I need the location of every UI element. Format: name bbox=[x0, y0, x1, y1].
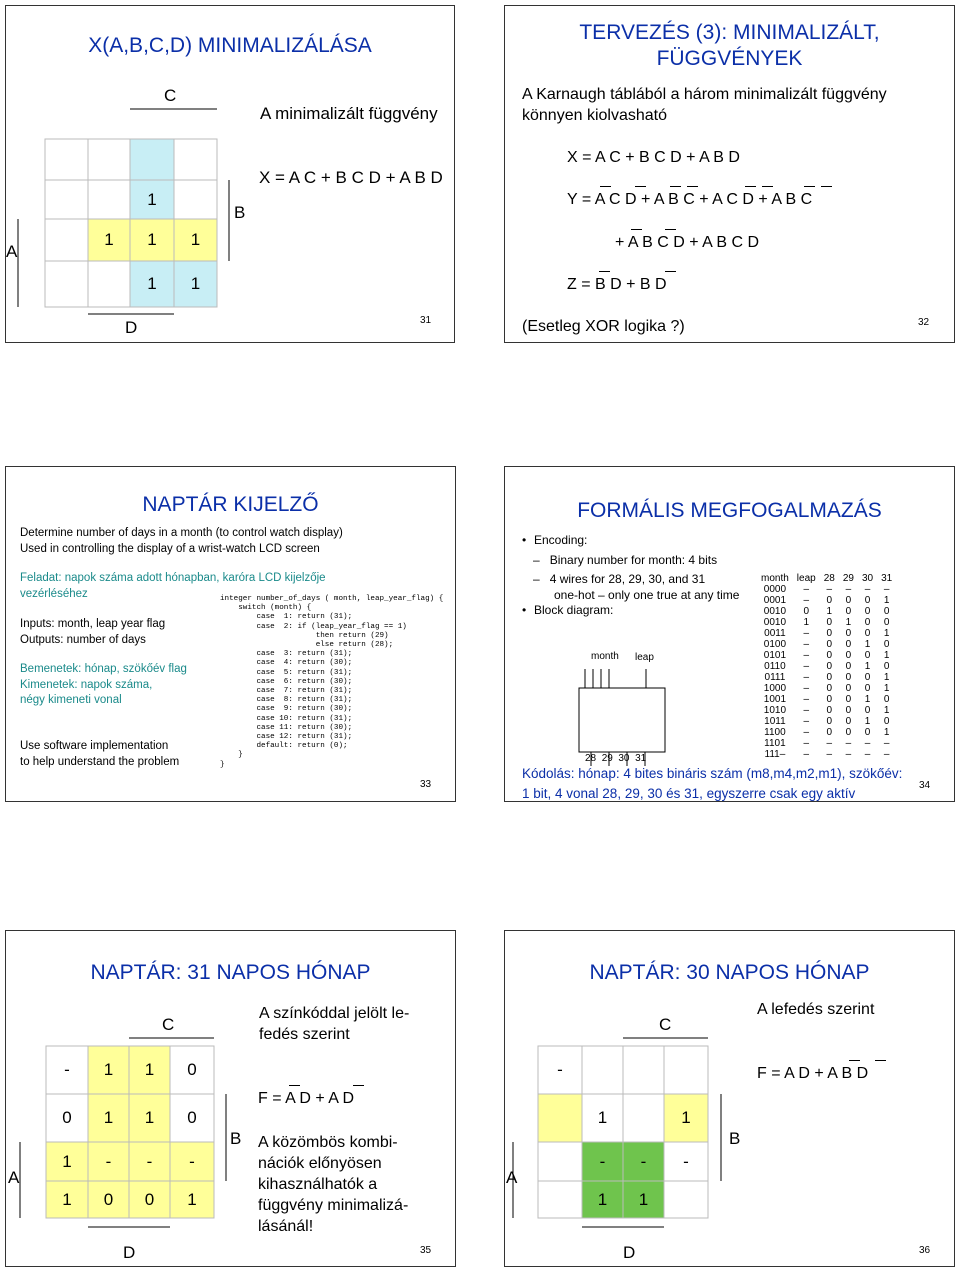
y-term: A B C bbox=[653, 191, 695, 208]
table-cell: – bbox=[845, 584, 852, 595]
table-cell: 1 bbox=[883, 727, 890, 738]
intro-line: könnyen kiolvasható bbox=[522, 107, 667, 124]
table-cell: 0 bbox=[864, 683, 871, 694]
y-prefix: Y = bbox=[567, 191, 595, 208]
hu-out-line: Kimenetek: napok száma, bbox=[20, 678, 153, 691]
table-cell: 1011 bbox=[764, 716, 786, 727]
overbar bbox=[289, 1085, 300, 1086]
kmap-cell bbox=[582, 1046, 623, 1094]
label-c: C bbox=[164, 86, 177, 105]
table-cell: 0 bbox=[883, 661, 890, 672]
table-row bbox=[757, 650, 896, 661]
kmap-cell bbox=[623, 1094, 664, 1142]
encoding-table bbox=[757, 573, 896, 760]
table-cell: 0 bbox=[826, 650, 833, 661]
slide-32 bbox=[504, 5, 955, 343]
y-term: A B C D bbox=[627, 234, 685, 251]
table-cell: 1 bbox=[864, 694, 871, 705]
table-cell: 0010 bbox=[763, 617, 787, 628]
table-cell: 0 bbox=[845, 595, 852, 606]
overbar bbox=[762, 186, 773, 187]
kmap-cell: 0 bbox=[62, 1108, 72, 1127]
sub-item-text: Binary number for month: 4 bits bbox=[549, 553, 718, 567]
label-b: B bbox=[729, 1129, 741, 1148]
label-d: D bbox=[125, 318, 138, 337]
table-row bbox=[757, 749, 896, 760]
table-cell: 0 bbox=[845, 639, 852, 650]
table-cell: 0 bbox=[803, 606, 810, 617]
slide-title: NAPTÁR KIJELZŐ bbox=[142, 493, 319, 516]
use-line: to help understand the problem bbox=[20, 755, 180, 768]
table-header-cell: leap bbox=[796, 573, 816, 584]
y-formula-line2: + A B C D + A B C D bbox=[615, 234, 760, 251]
code-line: case 7: return (31); bbox=[220, 687, 353, 696]
label-a: A bbox=[8, 1168, 20, 1187]
table-cell: 0 bbox=[826, 672, 833, 683]
kmap-cell: 1 bbox=[597, 1108, 608, 1127]
table-cell: 0 bbox=[864, 595, 871, 606]
overbar bbox=[600, 186, 611, 187]
table-header-cell: 30 bbox=[861, 573, 874, 584]
code-line: switch (month) { bbox=[220, 604, 312, 613]
table-cell: 0 bbox=[826, 683, 833, 694]
overbar bbox=[665, 229, 676, 230]
desc-line: Determine number of days in a month (to control watch display) bbox=[20, 527, 343, 539]
table-cell: – bbox=[803, 694, 810, 705]
overbar bbox=[849, 1060, 860, 1061]
table-cell: – bbox=[826, 738, 833, 749]
kmap-cell: 0 bbox=[187, 1108, 197, 1127]
overbar bbox=[635, 186, 646, 187]
table-cell: 1 bbox=[803, 617, 810, 628]
table-cell: – bbox=[803, 628, 810, 639]
encoding-bullet: • Encoding: bbox=[534, 533, 587, 547]
label-b: B bbox=[234, 203, 246, 222]
table-cell: – bbox=[803, 705, 810, 716]
slide-36 bbox=[504, 930, 955, 1267]
z-prefix: Z = bbox=[567, 276, 596, 293]
table-cell: – bbox=[864, 749, 871, 760]
note-line: lásánál! bbox=[258, 1218, 314, 1235]
table-cell: 0100 bbox=[763, 639, 787, 650]
hu-task-line: vezérléséhez bbox=[20, 587, 88, 600]
table-body bbox=[757, 584, 896, 760]
table-cell: – bbox=[883, 584, 890, 595]
label-a: A bbox=[6, 242, 18, 261]
kmap-cell: 1 bbox=[144, 1060, 155, 1079]
use-software bbox=[20, 739, 179, 770]
table-cell: 111– bbox=[764, 749, 786, 760]
sub-item-text: 4 wires for 28, 29, 30, and 31 bbox=[549, 572, 706, 586]
block-bullet: • Block diagram: bbox=[534, 603, 613, 617]
kmap-cell bbox=[623, 1046, 664, 1094]
table-row bbox=[757, 716, 896, 727]
table-cell: – bbox=[803, 749, 810, 760]
table-row bbox=[757, 683, 896, 694]
table-cell: 0 bbox=[864, 650, 871, 661]
slide-title: X(A,B,C,D) MINIMALIZÁLÁSA bbox=[88, 34, 372, 57]
table-cell: 0 bbox=[864, 705, 871, 716]
slide-title: NAPTÁR: 30 NAPOS HÓNAP bbox=[589, 961, 870, 984]
table-cell: – bbox=[845, 749, 852, 760]
overbar bbox=[804, 186, 815, 187]
table-cell: 0 bbox=[826, 661, 833, 672]
overbar bbox=[745, 186, 756, 187]
kodolas-text bbox=[522, 764, 902, 802]
table-row bbox=[757, 705, 896, 716]
slide-title bbox=[505, 20, 954, 72]
table-cell: – bbox=[803, 661, 810, 672]
kmap-cell: 1 bbox=[147, 189, 157, 209]
table-cell: 1 bbox=[883, 705, 890, 716]
intro-line: A Karnaugh táblából a három minimalizált függvény bbox=[522, 86, 887, 103]
table-cell: 0 bbox=[864, 617, 871, 628]
label-a: A bbox=[506, 1168, 518, 1187]
table-cell: 0 bbox=[845, 705, 852, 716]
kmap-cell: 1 bbox=[597, 1189, 608, 1209]
kmap-cell bbox=[538, 1181, 582, 1218]
note-line: A közömbös kombi- bbox=[258, 1134, 398, 1151]
overbar bbox=[599, 271, 610, 272]
table-cell: 1 bbox=[845, 617, 852, 628]
table-cell: 1 bbox=[883, 683, 890, 694]
code-line: case 11: return (30); bbox=[220, 723, 353, 732]
inputs-line: Inputs: month, leap year flag bbox=[20, 618, 166, 630]
table-cell: 0 bbox=[883, 639, 890, 650]
code-listing bbox=[220, 595, 443, 770]
code-line: case 9: return (30); bbox=[220, 705, 353, 714]
table-header-cell: 28 bbox=[823, 573, 835, 584]
kodolas-line: 1 bit, 4 vonal 28, 29, 30 és 31, egyszerre csak egy aktív bbox=[522, 786, 856, 801]
desc-line: Used in controlling the display of a wrist-watch LCD screen bbox=[20, 542, 320, 555]
desc-line: A színkóddal jelölt le- bbox=[259, 1005, 410, 1022]
table-cell: 0 bbox=[826, 595, 833, 606]
code-line: then return (29) bbox=[220, 631, 389, 640]
x-formula: X = A C + B C D + A B D bbox=[567, 149, 740, 166]
z-formula: Z = B D + B D bbox=[567, 276, 667, 293]
label-c: C bbox=[162, 1015, 175, 1034]
subtitle: A minimalizált függvény bbox=[260, 104, 438, 123]
page-number: 35 bbox=[420, 1245, 432, 1256]
table-cell: – bbox=[826, 749, 833, 760]
table-cell: – bbox=[826, 584, 833, 595]
kmap-cell: 1 bbox=[638, 1189, 649, 1209]
table-row bbox=[757, 606, 896, 617]
table-cell: 0 bbox=[864, 672, 871, 683]
code-line: case 4: return (30); bbox=[220, 659, 353, 668]
code-line: case 1: return (31); bbox=[220, 613, 353, 622]
slide-31 bbox=[5, 5, 455, 343]
kmap-cell bbox=[664, 1046, 708, 1094]
table-row bbox=[757, 628, 896, 639]
io-spec bbox=[20, 617, 165, 648]
table-cell: – bbox=[864, 584, 871, 595]
table-cell: 1000 bbox=[763, 683, 787, 694]
sub-item-text: one-hot – only one true at any time bbox=[554, 588, 740, 602]
table-cell: 0 bbox=[845, 661, 852, 672]
kmap-cell: 1 bbox=[190, 230, 201, 249]
y-term: A C D bbox=[712, 191, 754, 208]
kmap-cell: - bbox=[640, 1151, 647, 1171]
output-label: 31 bbox=[635, 753, 647, 764]
kmap-cell: 1 bbox=[103, 1108, 114, 1127]
slide-34 bbox=[504, 466, 955, 802]
table-cell: – bbox=[803, 595, 810, 606]
formula: X = A C + B C D + A B D bbox=[259, 168, 443, 187]
table-cell: 0 bbox=[883, 606, 890, 617]
overbar bbox=[670, 186, 681, 187]
table-cell: 1 bbox=[864, 661, 871, 672]
block-outputs bbox=[585, 753, 646, 764]
table-row bbox=[757, 639, 896, 650]
page-number: 32 bbox=[918, 317, 930, 328]
kmap-cell: 1 bbox=[681, 1108, 691, 1127]
description: A lefedés szerint bbox=[757, 1001, 875, 1018]
code-line: case 5: return (31); bbox=[220, 668, 353, 677]
table-cell: – bbox=[803, 738, 810, 749]
table-row bbox=[757, 738, 896, 749]
kmap-cell: 0 bbox=[103, 1189, 114, 1209]
kmap-cell: 1 bbox=[187, 1189, 197, 1209]
z-term: B D bbox=[639, 276, 667, 293]
table-cell: 0101 bbox=[763, 650, 787, 661]
table-row bbox=[757, 595, 896, 606]
table-cell: 1 bbox=[883, 672, 890, 683]
table-cell: – bbox=[883, 738, 890, 749]
code-line: case 8: return (31); bbox=[220, 696, 353, 705]
kmap-cell: 0 bbox=[187, 1060, 197, 1079]
table-cell: 1001 bbox=[763, 694, 787, 705]
kmap-cell: - bbox=[64, 1060, 70, 1079]
label-b: B bbox=[230, 1129, 242, 1148]
y-formula: Y = A C D + A B C + A C D + A B C bbox=[567, 191, 813, 208]
output-label: 28 bbox=[585, 753, 597, 764]
code-line: case 6: return (30); bbox=[220, 677, 353, 686]
kmap-cell: 1 bbox=[62, 1151, 72, 1171]
formula: F = A D + A B D bbox=[757, 1065, 869, 1082]
table-row bbox=[757, 727, 896, 738]
table-cell: 0 bbox=[845, 628, 852, 639]
code-line: case 3: return (31); bbox=[220, 650, 353, 659]
kmap-cell: - bbox=[146, 1151, 153, 1171]
overbar bbox=[353, 1085, 364, 1086]
hu-task-line: Feladat: napok száma adott hónapban, karóra LCD kijelzője bbox=[20, 572, 326, 584]
page-number: 34 bbox=[919, 780, 931, 791]
table-cell: 0 bbox=[826, 617, 833, 628]
table-cell: 1 bbox=[883, 595, 890, 606]
table-cell: 1101 bbox=[764, 738, 786, 749]
z-term: B D bbox=[595, 276, 622, 293]
block-input-leap: leap bbox=[635, 652, 654, 663]
overbar bbox=[821, 186, 832, 187]
kmap-cell: 1 bbox=[144, 1108, 155, 1127]
label-d: D bbox=[623, 1243, 636, 1262]
hu-io bbox=[20, 662, 187, 709]
table-cell: 0 bbox=[826, 705, 833, 716]
note: (Esetleg XOR logika ?) bbox=[522, 318, 685, 335]
hu-out-line: négy kimeneti vonal bbox=[20, 694, 122, 706]
kmap-cell: - bbox=[105, 1151, 112, 1171]
table-cell: – bbox=[845, 738, 852, 749]
kmap-cell: 0 bbox=[144, 1189, 155, 1209]
table-row bbox=[757, 584, 896, 595]
label-d: D bbox=[123, 1243, 136, 1262]
table-cell: 0 bbox=[864, 628, 871, 639]
code-line: } bbox=[220, 751, 243, 760]
kmap-cell: 1 bbox=[147, 230, 157, 249]
table-cell: 0011 bbox=[764, 628, 786, 639]
table-cell: 0 bbox=[826, 694, 833, 705]
table-cell: – bbox=[803, 716, 810, 727]
kmap-cell bbox=[538, 1142, 582, 1181]
table-row bbox=[757, 661, 896, 672]
code-line: } bbox=[220, 760, 225, 769]
table-cell: – bbox=[803, 672, 810, 683]
table-cell: 0 bbox=[826, 727, 833, 738]
overbar bbox=[687, 186, 698, 187]
table-header-cell: 31 bbox=[881, 573, 893, 584]
kmap-cell: 1 bbox=[103, 1060, 114, 1079]
table-header-cell: month bbox=[761, 573, 789, 584]
code-line: case 12: return (31); bbox=[220, 733, 353, 742]
table-cell: 0 bbox=[883, 617, 890, 628]
table-cell: 0 bbox=[845, 650, 852, 661]
table-cell: 0 bbox=[845, 727, 852, 738]
table-cell: 0110 bbox=[764, 661, 786, 672]
table-cell: 0000 bbox=[763, 584, 787, 595]
slide-title: FORMÁLIS MEGFOGALMAZÁS bbox=[577, 499, 882, 522]
code-line: case 2: if (leap_year_flag == 1) bbox=[220, 622, 407, 631]
overbar bbox=[875, 1060, 886, 1061]
table-cell: 0 bbox=[845, 672, 852, 683]
formula: F = A D + A D bbox=[258, 1090, 355, 1107]
kmap-cell: - bbox=[599, 1151, 606, 1171]
table-cell: 0 bbox=[864, 727, 871, 738]
table-cell: – bbox=[803, 650, 810, 661]
table-cell: – bbox=[864, 738, 871, 749]
block-input-month: month bbox=[591, 651, 619, 662]
sub-item-2: – 4 wires for 28, 29, 30, and 31 one-hot – only one true at any time bbox=[533, 572, 740, 602]
kmap-cell: 1 bbox=[190, 274, 201, 293]
table-cell: 0 bbox=[883, 716, 890, 727]
table-cell: 1 bbox=[883, 650, 890, 661]
table-cell: 0 bbox=[826, 628, 833, 639]
table-cell: 0 bbox=[826, 716, 833, 727]
note-line: kihasználhatók a bbox=[258, 1176, 378, 1193]
table-cell: 0 bbox=[845, 694, 852, 705]
table-cell: 0 bbox=[845, 606, 852, 617]
table-cell: 0 bbox=[826, 639, 833, 650]
slide-35 bbox=[5, 930, 456, 1267]
page-number: 33 bbox=[420, 779, 432, 790]
note bbox=[258, 1132, 408, 1237]
kodolas-line: Kódolás: hónap: 4 bites bináris szám (m8,m4,m2,m1), szökőév: bbox=[522, 766, 903, 781]
hu-in-line: Bemenetek: hónap, szökőév flag bbox=[20, 663, 187, 675]
description bbox=[259, 1003, 409, 1045]
code-line: default: return (0); bbox=[220, 742, 348, 751]
table-cell: – bbox=[803, 727, 810, 738]
use-line: Use software implementation bbox=[20, 740, 169, 752]
kmap-cell: - bbox=[683, 1151, 689, 1171]
kmap-cell: - bbox=[189, 1151, 195, 1171]
page-number: 36 bbox=[919, 1245, 931, 1256]
code-line: else return (28); bbox=[220, 641, 394, 650]
table-cell: – bbox=[803, 683, 810, 694]
kmap-cell: 1 bbox=[62, 1189, 72, 1209]
code-line: integer number_of_days ( month, leap_year_flag) { bbox=[220, 595, 444, 603]
kmap-cell: - bbox=[557, 1060, 563, 1079]
y-term: A B C D bbox=[702, 234, 760, 251]
page-number: 31 bbox=[420, 315, 432, 326]
outputs-line: Outputs: number of days bbox=[20, 633, 146, 646]
table-row bbox=[757, 672, 896, 683]
table-header-cell: 29 bbox=[842, 573, 854, 584]
title-line: TERVEZÉS (3): MINIMALIZÁLT, bbox=[579, 21, 880, 44]
table-cell: 0 bbox=[883, 694, 890, 705]
table-cell: 1100 bbox=[764, 727, 786, 738]
table-cell: 0 bbox=[845, 683, 852, 694]
table-row bbox=[757, 694, 896, 705]
table-cell: 0 bbox=[864, 606, 871, 617]
overbar bbox=[631, 229, 642, 230]
label-c: C bbox=[659, 1015, 672, 1034]
table-cell: 1010 bbox=[763, 705, 787, 716]
note-line: függvény minimalizá- bbox=[258, 1197, 409, 1214]
code-line: case 10: return (31); bbox=[220, 714, 353, 723]
table-cell: – bbox=[803, 584, 810, 595]
table-cell: 0111 bbox=[764, 672, 786, 683]
slide-title: NAPTÁR: 31 NAPOS HÓNAP bbox=[90, 961, 371, 984]
table-cell: – bbox=[883, 749, 890, 760]
table-cell: 1 bbox=[864, 639, 871, 650]
table-header-row bbox=[757, 573, 896, 584]
sub-item-1: – Binary number for month: 4 bits bbox=[533, 553, 718, 567]
kmap-cell bbox=[538, 1094, 582, 1142]
kmap-cell: 1 bbox=[147, 274, 157, 293]
table-row bbox=[757, 617, 896, 628]
description bbox=[20, 526, 343, 557]
output-label: 29 bbox=[601, 753, 613, 764]
y-term: A C D bbox=[594, 191, 637, 208]
kmap-cell: 1 bbox=[104, 230, 114, 249]
intro-text bbox=[522, 84, 887, 126]
desc-line: fedés szerint bbox=[259, 1026, 350, 1043]
table-cell: – bbox=[803, 639, 810, 650]
table-cell: 0001 bbox=[763, 595, 787, 606]
table-cell: 0 bbox=[845, 716, 852, 727]
y-term: A B C bbox=[771, 191, 813, 208]
title-line: FÜGGVÉNYEK bbox=[656, 47, 803, 70]
table-cell: 1 bbox=[826, 606, 833, 617]
table-cell: 1 bbox=[864, 716, 871, 727]
table-cell: 1 bbox=[883, 628, 890, 639]
table-cell: 0010 bbox=[763, 606, 787, 617]
output-label: 30 bbox=[618, 753, 630, 764]
slide-33 bbox=[5, 466, 456, 802]
kmap-cell bbox=[664, 1181, 708, 1218]
overbar bbox=[665, 271, 676, 272]
note-line: nációk előnyösen bbox=[258, 1155, 382, 1172]
